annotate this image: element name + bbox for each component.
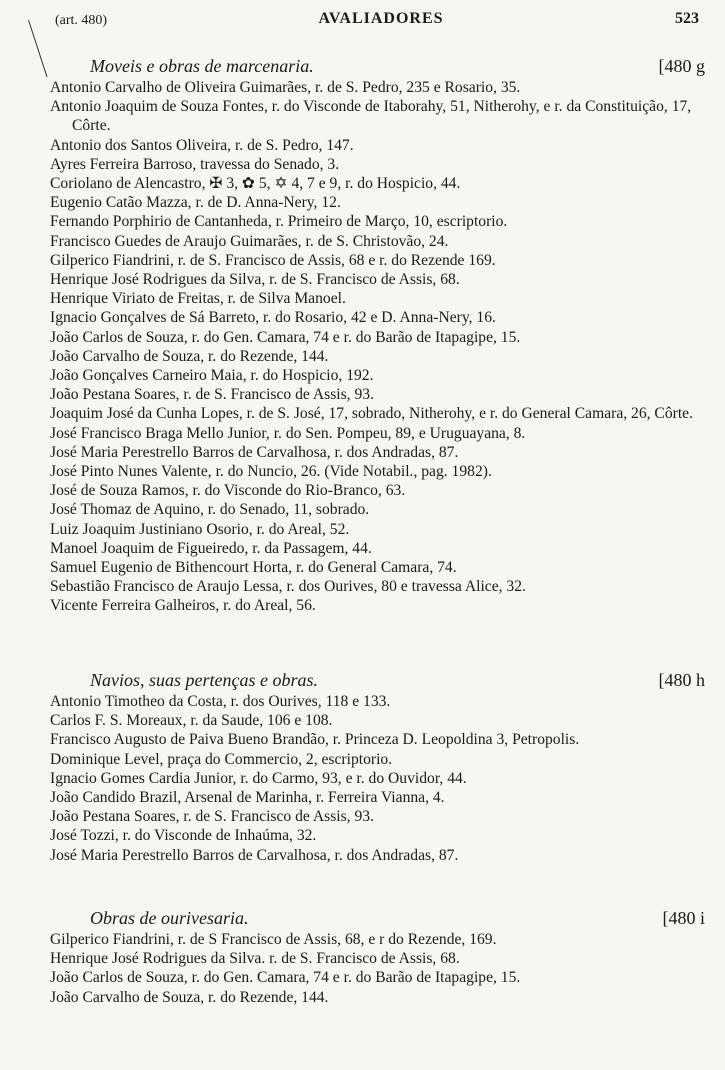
list-item: Francisco Guedes de Araujo Guimarães, r. de S. Christovão, 24.	[50, 232, 449, 250]
page-header	[55, 10, 707, 34]
list-item: João Carlos de Souza, r. do Gen. Camara, 74 e r. do Barão de Itapagipe, 15.	[50, 969, 521, 987]
list-item: João Pestana Soares, r. de S. Francisco de Assis, 93.	[50, 808, 374, 826]
list-item: Joaquim José da Cunha Lopes, r. de S. José, 17, sobrado, Nitherohy, e r. do General Camara, 26, Côrte.	[50, 405, 693, 423]
list-item: Henrique José Rodrigues da Silva. r. de S. Francisco de Assis, 68.	[50, 950, 460, 968]
section-title-row	[50, 56, 705, 78]
list-item: João Gonçalves Carneiro Maia, r. do Hospicio, 192.	[50, 367, 374, 385]
list-item: Eugenio Catão Mazza, r. de D. Anna-Nery, 12.	[50, 194, 341, 212]
list-item: João Carvalho de Souza, r. do Rezende, 144.	[50, 347, 329, 365]
list-item: Dominique Level, praça do Commercio, 2, escriptorio.	[50, 750, 393, 768]
section-code: [480 g	[658, 56, 705, 76]
section-title: Moveis e obras de marcenaria.	[90, 56, 314, 76]
list-item: José Maria Perestrello Barros de Carvalhosa, r. dos Andradas, 87.	[50, 443, 459, 461]
list-item: Sebastião Francisco de Araujo Lessa, r. dos Ourives, 80 e travessa Alice, 32.	[50, 578, 526, 596]
list-item: Luiz Joaquim Justiniano Osorio, r. do Areal, 52.	[50, 520, 350, 538]
margin-line	[28, 20, 47, 77]
list-item: João Carlos de Souza, r. do Gen. Camara, 74 e r. do Barão de Itapagipe, 15.	[50, 328, 521, 346]
list-item: Carlos F. S. Moreaux, r. da Saude, 106 e 108.	[50, 712, 333, 730]
list-item: Henrique José Rodrigues da Silva, r. de S. Francisco de Assis, 68.	[50, 271, 460, 289]
list-item: Fernando Porphirio de Cantanheda, r. Primeiro de Março, 10, escriptorio.	[50, 213, 508, 231]
entry-list	[50, 930, 705, 1007]
list-item: Ignacio Gomes Cardia Junior, r. do Carmo, 93, e r. do Ouvidor, 44.	[50, 769, 467, 787]
list-item: José Thomaz de Aquino, r. do Senado, 11, sobrado.	[50, 501, 370, 519]
header-title: AVALIADORES	[318, 10, 444, 27]
list-item: Coriolano de Alencastro, ✠ 3, ✿ 5, ✡ 4, 7 e 9, r. do Hospicio, 44.	[50, 175, 461, 193]
section-title: Obras de ourivesaria.	[90, 908, 249, 928]
list-item: Vicente Ferreira Galheiros, r. do Areal, 56.	[50, 597, 316, 615]
section-moveis	[50, 56, 705, 616]
list-item: Antonio Timotheo da Costa, r. dos Ourives, 118 e 133.	[50, 693, 391, 710]
list-item: Antonio Carvalho de Oliveira Guimarães, r. de S. Pedro, 235 e Rosario, 35.	[50, 79, 521, 96]
section-code: [480 h	[658, 670, 705, 690]
entry-list	[50, 692, 705, 865]
section-ourivesaria	[50, 908, 705, 1007]
list-item: João Candido Brazil, Arsenal de Marinha, r. Ferreira Vianna, 4.	[50, 789, 445, 807]
list-item: Ignacio Gonçalves de Sá Barreto, r. do Rosario, 42 e D. Anna-Nery, 16.	[50, 309, 496, 327]
list-item: Francisco Augusto de Paiva Bueno Brandão, r. Princeza D. Leopoldina 3, Petropolis.	[50, 731, 580, 749]
section-navios	[50, 670, 705, 865]
list-item: Gilperico Fiandrini, r. de S Francisco de Assis, 68, e r do Rezende, 169.	[50, 931, 497, 948]
header-article-ref: (art. 480)	[55, 13, 108, 28]
entry-list	[50, 78, 705, 616]
list-item: Manoel Joaquim de Figueiredo, r. da Passagem, 44.	[50, 539, 372, 557]
list-item: Antonio dos Santos Oliveira, r. de S. Pedro, 147.	[50, 136, 354, 154]
list-item: José de Souza Ramos, r. do Visconde do Rio-Branco, 63.	[50, 482, 406, 500]
list-item: João Pestana Soares, r. de S. Francisco de Assis, 93.	[50, 386, 374, 404]
list-item: Gilperico Fiandrini, r. de S. Francisco de Assis, 68 e r. do Rezende 169.	[50, 251, 496, 269]
list-item: José Francisco Braga Mello Junior, r. do Sen. Pompeu, 89, e Uruguayana, 8.	[50, 424, 526, 442]
list-item: Samuel Eugenio de Bithencourt Horta, r. do General Camara, 74.	[50, 559, 457, 577]
list-item: José Maria Perestrello Barros de Carvalhosa, r. dos Andradas, 87.	[50, 846, 459, 864]
list-item: Henrique Viriato de Freitas, r. de Silva Manoel.	[50, 290, 346, 308]
section-title-row	[50, 670, 705, 692]
section-title: Navios, suas pertenças e obras.	[90, 670, 318, 690]
list-item: José Pinto Nunes Valente, r. do Nuncio, 26. (Vide Notabil., pag. 1982).	[50, 463, 492, 481]
section-title-row	[50, 908, 705, 930]
list-item: Antonio Joaquim de Souza Fontes, r. do Visconde de Itaborahy, 51, Nitherohy, e r. da Constituição, 17, Côrte.	[50, 98, 692, 135]
list-item: Ayres Ferreira Barroso, travessa do Senado, 3.	[50, 155, 340, 173]
list-item: José Tozzi, r. do Visconde de Inhaúma, 32.	[50, 827, 317, 845]
list-item: João Carvalho de Souza, r. do Rezende, 144.	[50, 988, 329, 1006]
header-page-number: 523	[675, 10, 699, 27]
section-code: [480 i	[662, 908, 705, 928]
